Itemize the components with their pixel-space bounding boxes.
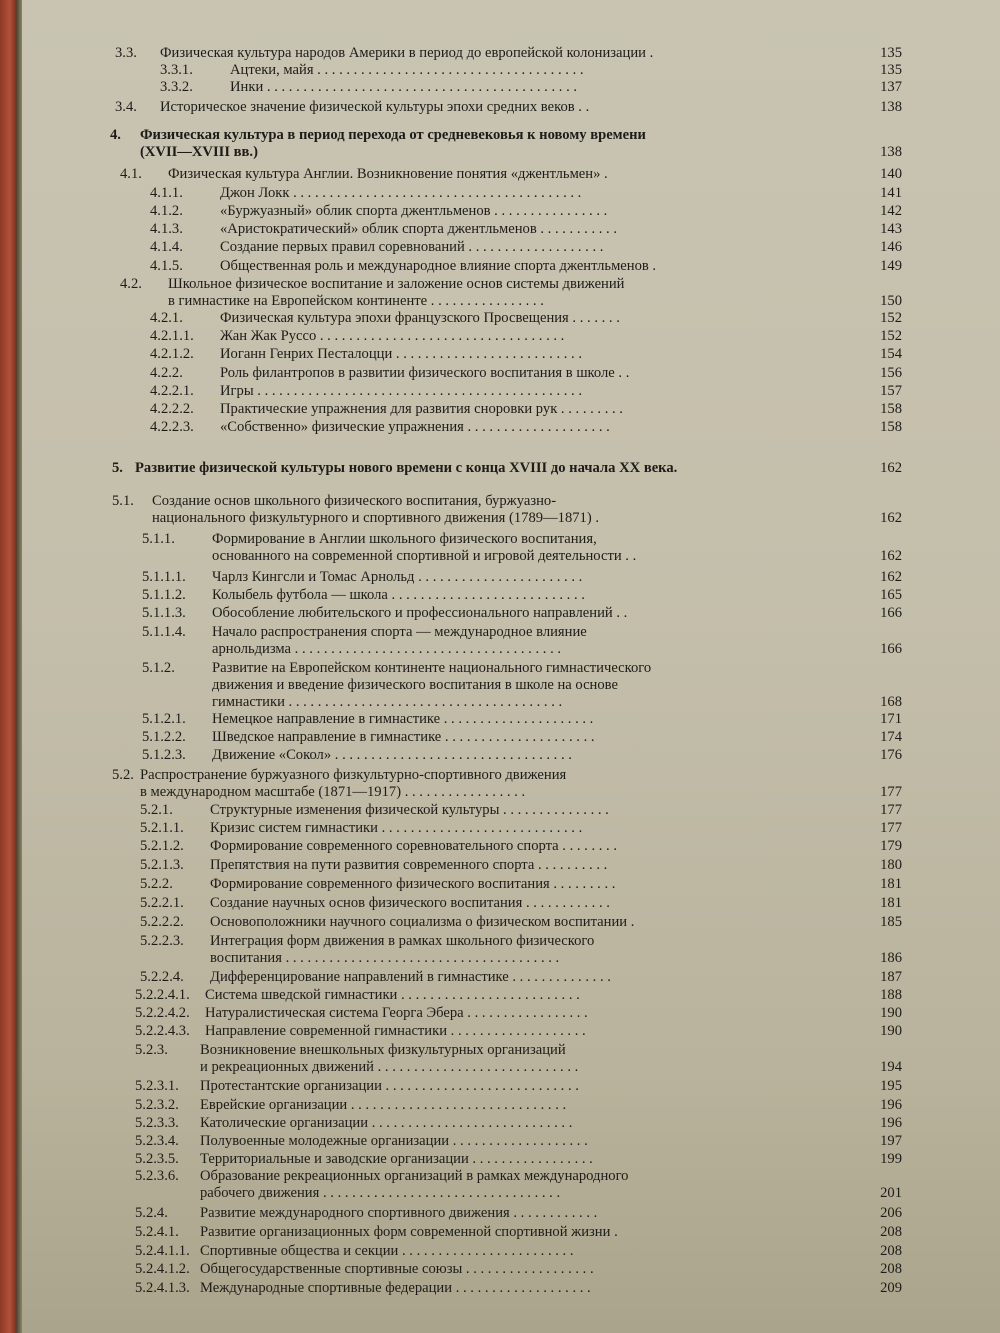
toc-entry-title — [210, 895, 610, 912]
toc-entry-title — [212, 711, 593, 728]
toc-entry-page-number: 177 — [880, 784, 902, 800]
toc-entry-number: 4.2.2.1. — [150, 383, 194, 399]
toc-entry-page-number: 140 — [880, 166, 902, 182]
toc-entry-page-number: 156 — [880, 365, 902, 381]
toc-entry-number: 4.2. — [120, 276, 142, 292]
toc-entry-title-line: Развитие на Европейском континенте национального гимнастического — [212, 660, 652, 676]
toc-entry-title — [220, 346, 582, 363]
toc-entry-number: 5.2.4. — [135, 1205, 168, 1221]
toc-entry-title-line: Создание первых правил соревнований . . . . . . . . . . . . . . . . . . . — [220, 239, 604, 255]
toc-entry-title-line: Формирование современного физического воспитания . . . . . . . . . — [210, 876, 616, 892]
toc-entry-title — [160, 45, 653, 62]
toc-entry-title — [212, 747, 572, 764]
toc-entry-number: 4.2.2.2. — [150, 401, 194, 417]
toc-entry-title — [200, 1243, 573, 1260]
toc-entry-title — [220, 401, 623, 418]
toc-entry-number: 4.2.1.1. — [150, 328, 194, 344]
toc-entry-number: 5.1.1.1. — [142, 569, 186, 585]
toc-entry-number: 5.1.2.3. — [142, 747, 186, 763]
toc-entry-page-number: 206 — [880, 1205, 902, 1221]
toc-entry-page-number: 135 — [880, 62, 902, 78]
toc-entry-page-number: 162 — [880, 510, 902, 526]
toc-entry-title — [140, 767, 566, 801]
toc-entry-number: 5.2.2.4. — [140, 969, 184, 985]
toc-entry-title — [200, 1261, 594, 1278]
toc-entry-title-line: Натуралистическая система Георга Эбера . . . . . . . . . . . . . . . . . — [205, 1005, 588, 1021]
toc-entry-title — [210, 876, 615, 893]
toc-entry-page-number: 162 — [880, 460, 902, 476]
toc-entry-title — [210, 857, 607, 874]
toc-entry-title — [210, 802, 609, 819]
toc-entry-title-line: Формирование в Англии школьного физического воспитания, — [212, 531, 597, 547]
toc-entry-number: 5.2.1. — [140, 802, 173, 818]
toc-entry-number: 5.2.1.1. — [140, 820, 184, 836]
toc-entry-title-line: (XVII—XVIII вв.) — [140, 144, 258, 160]
toc-entry-title — [200, 1133, 588, 1150]
toc-entry-number: 4.2.2. — [150, 365, 183, 381]
toc-entry-page-number: 162 — [880, 569, 902, 585]
book-page — [22, 0, 1000, 1333]
toc-entry-title-line: Территориальные и заводские организации . . . . . . . . . . . . . . . . . — [200, 1151, 593, 1167]
toc-entry-number: 3.4. — [115, 99, 137, 115]
toc-entry-number: 5.2.2.2. — [140, 914, 184, 930]
toc-entry-title-line: и рекреационных движений . . . . . . . . . . . . . . . . . . . . . . . . . . . . — [200, 1059, 579, 1075]
toc-entry-page-number: 208 — [880, 1261, 902, 1277]
toc-entry-title-line: Создание основ школьного физического воспитания, буржуазно- — [152, 493, 557, 509]
toc-entry-number: 5.2.4.1.3. — [135, 1280, 190, 1296]
toc-entry-title-line: Колыбель футбола — школа . . . . . . . . . . . . . . . . . . . . . . . . . . . — [212, 587, 585, 603]
toc-entry-title — [200, 1280, 591, 1297]
toc-entry-title-line: воспитания . . . . . . . . . . . . . . . . . . . . . . . . . . . . . . . . . . . . . . — [210, 950, 560, 966]
toc-entry-number: 5.2.2.3. — [140, 933, 184, 949]
toc-entry-number: 5.2.2.1. — [140, 895, 184, 911]
toc-entry-title-line: основанного на современной спортивной и игровой деятельности . . — [212, 548, 637, 564]
toc-entry-title — [160, 99, 589, 116]
toc-entry-title — [200, 1168, 628, 1202]
toc-entry-number: 5.1.1.3. — [142, 605, 186, 621]
toc-entry-page-number: 154 — [880, 346, 902, 362]
toc-entry-number: 5.2.2.4.1. — [135, 987, 190, 1003]
toc-entry-page-number: 141 — [880, 185, 902, 201]
toc-entry-title-line: Развитие организационных форм современной спортивной жизни . — [200, 1224, 618, 1240]
toc-entry-title — [210, 969, 611, 986]
toc-entry-title-line: Обособление любительского и профессионального направлений . . — [212, 605, 628, 621]
toc-entry-number: 3.3.1. — [160, 62, 193, 78]
toc-entry-title — [205, 987, 580, 1004]
toc-entry-page-number: 166 — [880, 605, 902, 621]
toc-entry-title-line: Формирование современного соревновательного спорта . . . . . . . . — [210, 838, 618, 854]
toc-entry-page-number: 168 — [880, 694, 902, 710]
toc-entry-title — [212, 624, 587, 658]
toc-entry-title — [200, 1224, 618, 1241]
toc-entry-number: 5.2.3.4. — [135, 1133, 179, 1149]
toc-entry-title-line: Образование рекреационных организаций в рамках международного — [200, 1168, 629, 1184]
toc-entry-title — [220, 310, 620, 327]
toc-entry-page-number: 199 — [880, 1151, 902, 1167]
toc-entry-number: 5.2.3.3. — [135, 1115, 179, 1131]
toc-entry-title-line: Практические упражнения для развития сноровки рук . . . . . . . . . — [220, 401, 623, 417]
toc-entry-page-number: 165 — [880, 587, 902, 603]
toc-entry-number: 5.2.3.1. — [135, 1078, 179, 1094]
toc-entry-page-number: 157 — [880, 383, 902, 399]
toc-entry-title-line: национального физкультурного и спортивного движения (1789—1871) . — [152, 510, 599, 526]
toc-entry-title — [140, 127, 646, 161]
toc-entry-title-line: Система шведской гимнастики . . . . . . . . . . . . . . . . . . . . . . . . . — [205, 987, 580, 1003]
toc-entry-number: 5.1.2. — [142, 660, 175, 676]
toc-entry-title — [200, 1115, 572, 1132]
toc-entry-number: 5.2.3. — [135, 1042, 168, 1058]
toc-entry-page-number: 137 — [880, 79, 902, 95]
toc-entry-title-line: Чарлз Кингсли и Томас Арнольд . . . . . . . . . . . . . . . . . . . . . . . — [212, 569, 583, 585]
toc-entry-page-number: 177 — [880, 802, 902, 818]
toc-entry-title-line: движения и введение физического воспитания в школе на основе — [212, 677, 618, 693]
toc-entry-title-line: Ацтеки, майя . . . . . . . . . . . . . . . . . . . . . . . . . . . . . . . . . . . . . — [230, 62, 584, 78]
toc-entry-page-number: 185 — [880, 914, 902, 930]
toc-entry-page-number: 181 — [880, 876, 902, 892]
toc-entry-number: 5.2.3.6. — [135, 1168, 179, 1184]
toc-entry-number: 5.2.2.4.3. — [135, 1023, 190, 1039]
toc-entry-title — [210, 933, 594, 967]
toc-entry-title-line: Общественная роль и международное влияние спорта джентльменов . — [220, 258, 657, 274]
toc-entry-title-line: Общегосударственные спортивные союзы . . . . . . . . . . . . . . . . . . — [200, 1261, 594, 1277]
toc-entry-page-number: 195 — [880, 1078, 902, 1094]
toc-entry-number: 4.2.1. — [150, 310, 183, 326]
toc-entry-page-number: 196 — [880, 1115, 902, 1131]
toc-entry-page-number: 171 — [880, 711, 902, 727]
toc-entry-title — [230, 62, 584, 79]
toc-entry-page-number: 152 — [880, 328, 902, 344]
toc-entry-title — [230, 79, 577, 96]
toc-entry-page-number: 179 — [880, 838, 902, 854]
toc-entry-number: 5.2.4.1.2. — [135, 1261, 190, 1277]
toc-entry-title-line: Жан Жак Руссо . . . . . . . . . . . . . . . . . . . . . . . . . . . . . . . . . . — [220, 328, 565, 344]
toc-entry-page-number: 208 — [880, 1224, 902, 1240]
toc-entry-title-line: Интеграция форм движения в рамках школьного физического — [210, 933, 595, 949]
toc-entry-title-line: «Буржуазный» облик спорта джентльменов . . . . . . . . . . . . . . . . — [220, 203, 608, 219]
toc-entry-title — [205, 1005, 588, 1022]
toc-entry-number: 5.1.2.2. — [142, 729, 186, 745]
toc-entry-number: 3.3.2. — [160, 79, 193, 95]
toc-entry-page-number: 135 — [880, 45, 902, 61]
toc-entry-title-line: Спортивные общества и секции . . . . . . . . . . . . . . . . . . . . . . . . — [200, 1243, 574, 1259]
toc-entry-page-number: 181 — [880, 895, 902, 911]
toc-entry-number: 4.2.2.3. — [150, 419, 194, 435]
toc-entry-title-line: Препятствия на пути развития современного спорта . . . . . . . . . . — [210, 857, 608, 873]
toc-entry-title-line: в гимнастике на Европейском континенте . . . . . . . . . . . . . . . . — [168, 293, 544, 309]
toc-entry-number: 5.2.4.1. — [135, 1224, 179, 1240]
toc-entry-number: 5.2.2. — [140, 876, 173, 892]
toc-entry-title — [220, 258, 656, 275]
toc-entry-title-line: Протестантские организации . . . . . . . . . . . . . . . . . . . . . . . . . . . — [200, 1078, 579, 1094]
toc-entry-title-line: Джон Локк . . . . . . . . . . . . . . . . . . . . . . . . . . . . . . . . . . . . . . . . — [220, 185, 582, 201]
toc-entry-title-line: Еврейские организации . . . . . . . . . . . . . . . . . . . . . . . . . . . . . . — [200, 1097, 567, 1113]
toc-entry-title-line: Создание научных основ физического воспитания . . . . . . . . . . . . — [210, 895, 610, 911]
toc-entry-title — [152, 493, 599, 527]
toc-entry-page-number: 208 — [880, 1243, 902, 1259]
toc-entry-title — [220, 419, 610, 436]
toc-entry-page-number: 190 — [880, 1005, 902, 1021]
toc-entry-title-line: Возникновение внешкольных физкультурных организаций — [200, 1042, 566, 1058]
toc-entry-title-line: в международном масштабе (1871—1917) . . . . . . . . . . . . . . . . . — [140, 784, 526, 800]
toc-entry-title — [210, 914, 634, 931]
toc-entry-title — [220, 328, 564, 345]
toc-entry-number: 3.3. — [115, 45, 137, 61]
toc-entry-title-line: «Собственно» физические упражнения . . . . . . . . . . . . . . . . . . . . — [220, 419, 610, 435]
toc-entry-title-line: Развитие физической культуры нового времени с конца XVIII до начала XX века. — [135, 460, 678, 476]
toc-entry-number: 5.2.3.5. — [135, 1151, 179, 1167]
toc-entry-title-line: Развитие международного спортивного движения . . . . . . . . . . . . — [200, 1205, 598, 1221]
toc-entry-page-number: 176 — [880, 747, 902, 763]
toc-entry-title-line: «Аристократический» облик спорта джентльменов . . . . . . . . . . . — [220, 221, 617, 237]
toc-entry-title-line: Историческое значение физической культуры эпохи средних веков . . — [160, 99, 590, 115]
toc-entry-title-line: Направление современной гимнастики . . . . . . . . . . . . . . . . . . . — [205, 1023, 586, 1039]
toc-entry-title-line: Полувоенные молодежные организации . . . . . . . . . . . . . . . . . . . — [200, 1133, 588, 1149]
toc-entry-title-line: Игры . . . . . . . . . . . . . . . . . . . . . . . . . . . . . . . . . . . . . . . . . . . . . — [220, 383, 582, 399]
toc-entry-number: 5.2. — [112, 767, 134, 783]
toc-entry-title — [212, 605, 627, 622]
toc-entry-title — [200, 1078, 579, 1095]
toc-entry-page-number: 166 — [880, 641, 902, 657]
toc-entry-title-line: Физическая культура эпохи французского Просвещения . . . . . . . — [220, 310, 620, 326]
toc-entry-page-number: 146 — [880, 239, 902, 255]
toc-entry-title-line: Школьное физическое воспитание и заложение основ системы движений — [168, 276, 625, 292]
toc-entry-number: 5.1.1.2. — [142, 587, 186, 603]
toc-entry-page-number: 138 — [880, 99, 902, 115]
toc-entry-number: 4.1.3. — [150, 221, 183, 237]
toc-entry-number: 4.1.2. — [150, 203, 183, 219]
toc-entry-title-line: Распространение буржуазного физкультурно-спортивного движения — [140, 767, 567, 783]
toc-entry-title-line: Шведское направление в гимнастике . . . . . . . . . . . . . . . . . . . . . — [212, 729, 595, 745]
toc-entry-page-number: 162 — [880, 548, 902, 564]
toc-entry-title-line: гимнастики . . . . . . . . . . . . . . . . . . . . . . . . . . . . . . . . . . . . . . — [212, 694, 563, 710]
toc-entry-number: 5.2.1.2. — [140, 838, 184, 854]
toc-entry-page-number: 201 — [880, 1185, 902, 1201]
toc-entry-title-line: рабочего движения . . . . . . . . . . . . . . . . . . . . . . . . . . . . . . . . . — [200, 1185, 561, 1201]
toc-entry-page-number: 149 — [880, 258, 902, 274]
toc-entry-number: 4.1.5. — [150, 258, 183, 274]
toc-entry-title — [220, 203, 607, 220]
toc-entry-number: 4.1. — [120, 166, 142, 182]
toc-entry-title — [220, 239, 603, 256]
toc-entry-title-line: Движение «Сокол» . . . . . . . . . . . . . . . . . . . . . . . . . . . . . . . . . — [212, 747, 572, 763]
toc-entry-title — [212, 569, 582, 586]
toc-entry-page-number: 177 — [880, 820, 902, 836]
toc-entry-title — [210, 820, 582, 837]
toc-entry-title — [212, 531, 636, 565]
toc-entry-page-number: 180 — [880, 857, 902, 873]
book-spine-edge — [0, 0, 16, 1333]
toc-entry-number: 5.1.1.4. — [142, 624, 186, 640]
toc-entry-title-line: Кризис систем гимнастики . . . . . . . . . . . . . . . . . . . . . . . . . . . . — [210, 820, 583, 836]
toc-entry-number: 4.1.4. — [150, 239, 183, 255]
toc-entry-page-number: 209 — [880, 1280, 902, 1296]
toc-entry-title — [220, 221, 617, 238]
toc-entry-page-number: 196 — [880, 1097, 902, 1113]
toc-entry-title-line: Структурные изменения физической культуры . . . . . . . . . . . . . . . — [210, 802, 609, 818]
toc-entry-number: 5.2.1.3. — [140, 857, 184, 873]
toc-entry-title — [212, 729, 595, 746]
toc-entry-title — [220, 185, 581, 202]
toc-entry-page-number: 143 — [880, 221, 902, 237]
toc-entry-title-line: Начало распространения спорта — международное влияние — [212, 624, 587, 640]
toc-entry-number: 5.2.3.2. — [135, 1097, 179, 1113]
toc-entry-title-line: Католические организации . . . . . . . . . . . . . . . . . . . . . . . . . . . . — [200, 1115, 573, 1131]
toc-entry-title-line: Физическая культура в период перехода от средневековья к новому времени — [140, 127, 646, 143]
toc-entry-page-number: 142 — [880, 203, 902, 219]
toc-entry-number: 5.1. — [112, 493, 134, 509]
toc-entry-title — [212, 660, 651, 711]
toc-entry-title — [200, 1097, 566, 1114]
toc-entry-number: 4.1.1. — [150, 185, 183, 201]
toc-entry-page-number: 186 — [880, 950, 902, 966]
toc-entry-title — [168, 166, 608, 183]
toc-entry-number: 4.2.1.2. — [150, 346, 194, 362]
toc-entry-page-number: 152 — [880, 310, 902, 326]
toc-entry-title-line: Основоположники научного социализма о физическом воспитании . — [210, 914, 635, 930]
toc-entry-number: 5.1.2.1. — [142, 711, 186, 727]
toc-entry-number: 5.1.1. — [142, 531, 175, 547]
toc-entry-title — [220, 365, 629, 382]
toc-entry-number: 5. — [112, 460, 123, 476]
toc-entry-page-number: 138 — [880, 144, 902, 160]
toc-entry-page-number: 194 — [880, 1059, 902, 1075]
toc-entry-number: 5.2.4.1.1. — [135, 1243, 190, 1259]
toc-entry-title — [212, 587, 585, 604]
toc-entry-title-line: арнольдизма . . . . . . . . . . . . . . . . . . . . . . . . . . . . . . . . . . . . . — [212, 641, 562, 657]
toc-entry-page-number: 188 — [880, 987, 902, 1003]
toc-entry-title — [200, 1042, 578, 1076]
toc-entry-title — [220, 383, 582, 400]
toc-entry-title-line: Физическая культура народов Америки в период до европейской колонизации . — [160, 45, 654, 61]
toc-entry-number: 4. — [110, 127, 121, 143]
table-of-contents — [22, 0, 1000, 1333]
toc-entry-title-line: Дифференцирование направлений в гимнастике . . . . . . . . . . . . . . — [210, 969, 611, 985]
toc-entry-page-number: 150 — [880, 293, 902, 309]
toc-entry-title — [168, 276, 624, 310]
toc-entry-title-line: Физическая культура Англии. Возникновение понятия «джентльмен» . — [168, 166, 608, 182]
toc-entry-title-line: Инки . . . . . . . . . . . . . . . . . . . . . . . . . . . . . . . . . . . . . . . . . . . — [230, 79, 578, 95]
toc-entry-title-line: Немецкое направление в гимнастике . . . . . . . . . . . . . . . . . . . . . — [212, 711, 594, 727]
toc-entry-page-number: 187 — [880, 969, 902, 985]
toc-entry-title-line: Международные спортивные федерации . . . . . . . . . . . . . . . . . . . — [200, 1280, 591, 1296]
toc-entry-title-line: Роль филантропов в развитии физического воспитания в школе . . — [220, 365, 630, 381]
toc-entry-title — [205, 1023, 586, 1040]
toc-entry-page-number: 158 — [880, 401, 902, 417]
toc-entry-title-line: Иоганн Генрих Песталоцци . . . . . . . . . . . . . . . . . . . . . . . . . . — [220, 346, 582, 362]
toc-entry-title — [135, 460, 677, 477]
toc-entry-title — [200, 1151, 593, 1168]
toc-entry-title — [200, 1205, 597, 1222]
toc-entry-page-number: 174 — [880, 729, 902, 745]
toc-entry-title — [210, 838, 617, 855]
toc-entry-page-number: 190 — [880, 1023, 902, 1039]
toc-entry-page-number: 197 — [880, 1133, 902, 1149]
toc-entry-page-number: 158 — [880, 419, 902, 435]
toc-entry-number: 5.2.2.4.2. — [135, 1005, 190, 1021]
